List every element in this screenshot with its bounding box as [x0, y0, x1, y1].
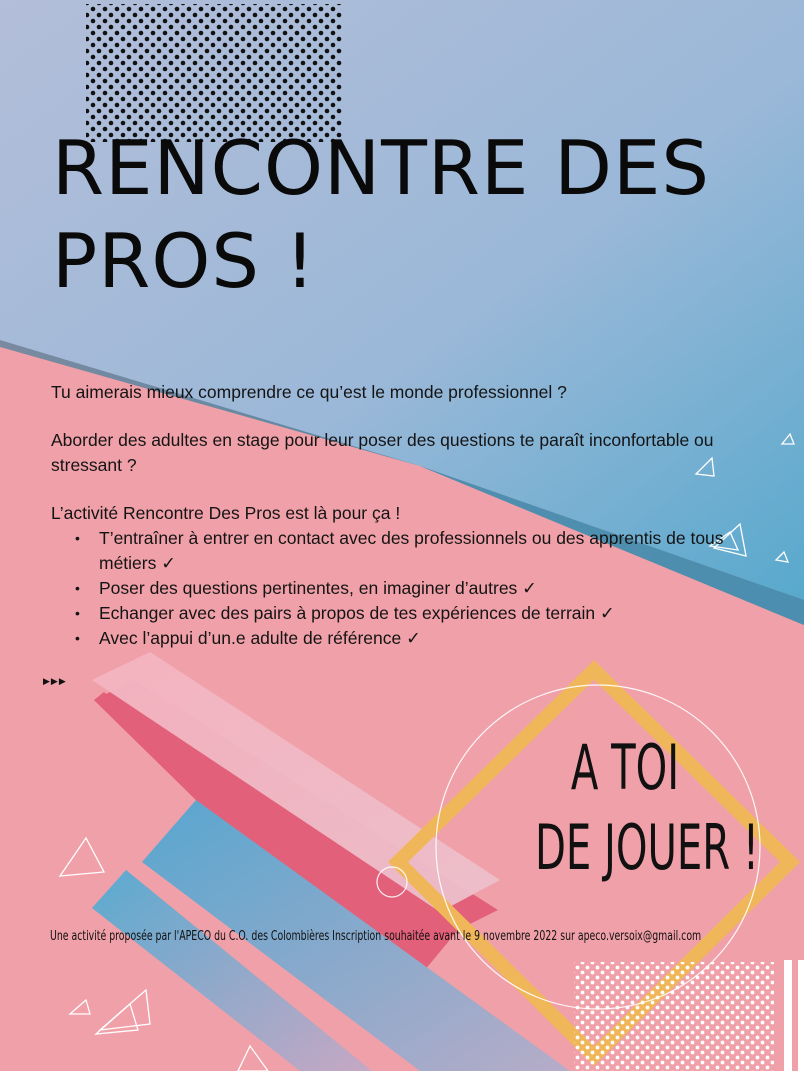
- lead-text: L’activité Rencontre Des Pros est là pour ça !: [51, 503, 401, 523]
- white-stripe-2: [798, 960, 804, 1071]
- cta-line-2: DE JOUER !: [535, 811, 760, 884]
- benefit-item: • T’entraîner à entrer en contact avec des professionnels ou des apprentis de tous métiers ✓: [99, 526, 759, 576]
- question-text: Aborder des adultes en stage pour leur poser des questions te paraît inconfortable ou stressant ?: [51, 430, 714, 475]
- benefit-item: • Echanger avec des pairs à propos de tes expériences de terrain ✓: [99, 601, 759, 626]
- title-line-1: RENCONTRE DES: [52, 124, 711, 212]
- triple-arrow-icon: ▶▶▶: [43, 676, 67, 686]
- benefit-item: • Poser des questions pertinentes, en imaginer d’autres ✓: [99, 576, 759, 601]
- benefits-list: [51, 526, 759, 651]
- benefit-item: • Avec l’appui d’un.e adulte de référence ✓: [99, 626, 759, 651]
- title-line-2: PROS !: [52, 217, 316, 305]
- dot-pattern-bottom: [574, 962, 774, 1071]
- white-stripe-1: [784, 960, 792, 1071]
- intro-text: Tu aimerais mieux comprendre ce qu’est le monde professionnel ?: [51, 382, 567, 402]
- cta-line-1: A TOI: [570, 731, 680, 804]
- call-to-action: [500, 728, 760, 888]
- footer-info: Une activité proposée par l'APECO du C.O. des Colombières Inscription souhaitée avant le 9 novembre 2022 sur apeco.versoix@gmail.com: [50, 929, 702, 944]
- page-title: [52, 122, 710, 308]
